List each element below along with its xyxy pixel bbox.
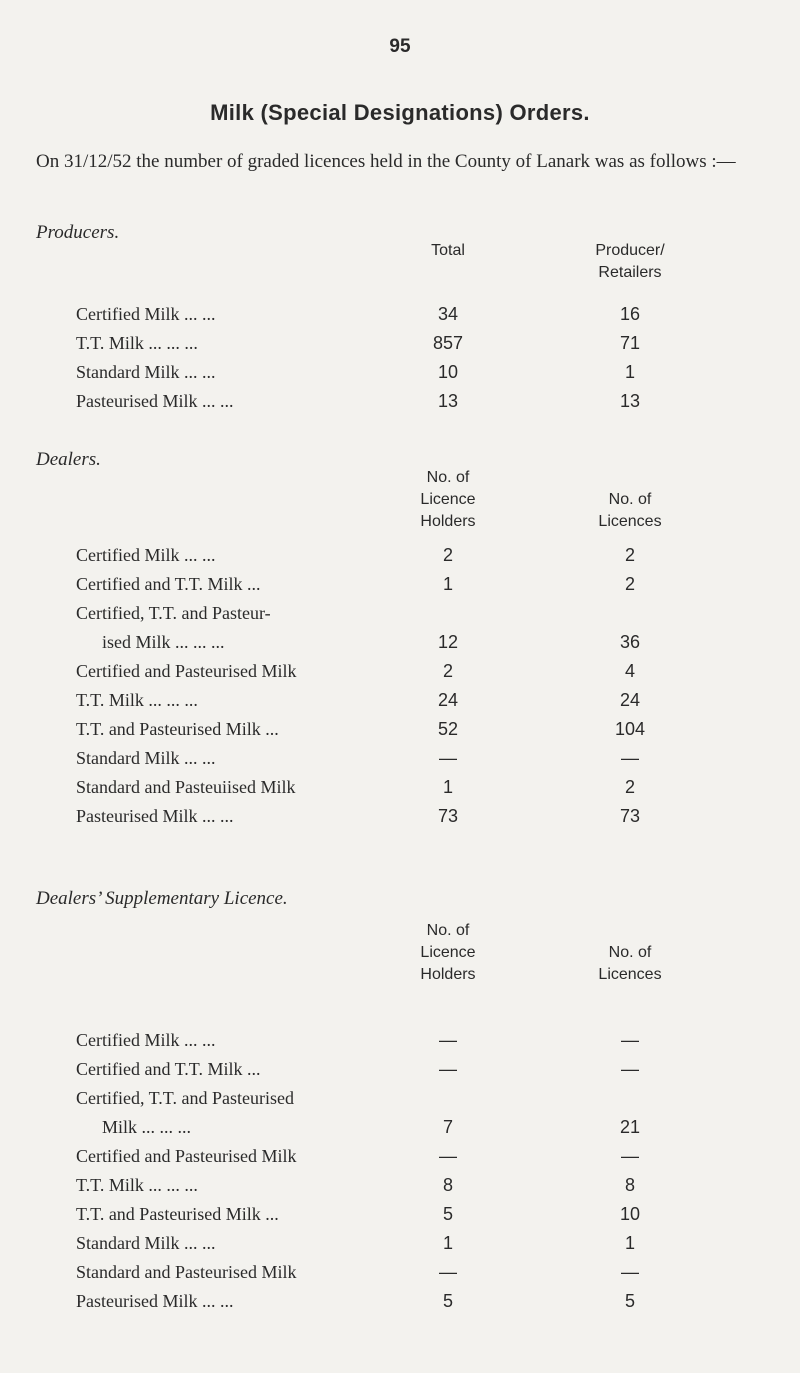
row-value-2: 71: [619, 333, 641, 353]
row-label: Standard Milk ... ...: [76, 748, 216, 768]
table-row: [36, 1030, 764, 1056]
row-label: T.T. and Pasteurised Milk ...: [76, 1204, 279, 1224]
row-value-1: 24: [437, 690, 459, 710]
table-row: [36, 545, 764, 571]
row-label: T.T. and Pasteurised Milk ...: [76, 719, 279, 739]
row-value-2: 5: [624, 1291, 635, 1311]
dealers-section: [36, 449, 764, 826]
row-value-2: 36: [619, 632, 641, 652]
row-value-2: 2: [624, 574, 635, 594]
row-value-1: 34: [437, 304, 459, 324]
row-value-2: 4: [624, 661, 635, 681]
row-value-1: 5: [442, 1291, 453, 1311]
row-value-2: —: [621, 1030, 639, 1050]
supplementary-section: [36, 888, 764, 1338]
row-value-2: 2: [624, 545, 635, 565]
row-value-2: 13: [619, 391, 641, 411]
producers-col-total-header: Total: [431, 242, 465, 259]
table-row: [36, 719, 764, 745]
table-row: [36, 1175, 764, 1201]
row-label: Certified Milk ... ...: [76, 1030, 216, 1050]
row-value-2: 73: [619, 806, 641, 826]
table-row: [36, 806, 764, 832]
row-value-1: 73: [437, 806, 459, 826]
row-value-1: 1: [442, 574, 453, 594]
row-label: ised Milk ... ... ...: [102, 632, 225, 652]
row-value-1: —: [439, 748, 457, 768]
row-value-1: —: [439, 1059, 457, 1079]
page-title: Milk (Special Designations) Orders.: [210, 100, 590, 125]
dealers-col-holders-header: No. of Licence Holders: [420, 469, 476, 530]
table-row: [36, 1146, 764, 1172]
row-value-2: 2: [624, 777, 635, 797]
table-row: [36, 362, 764, 388]
row-label: Certified and Pasteurised Milk: [76, 661, 297, 681]
row-label: Certified and Pasteurised Milk: [76, 1146, 297, 1166]
row-label: T.T. Milk ... ... ...: [76, 690, 198, 710]
table-row: [36, 1117, 764, 1143]
row-value-2: —: [621, 748, 639, 768]
row-value-2: 16: [619, 304, 641, 324]
table-row: [36, 1262, 764, 1288]
row-label: Pasteurised Milk ... ...: [76, 391, 234, 411]
row-value-1: 1: [442, 1233, 453, 1253]
producers-section: [36, 222, 764, 411]
table-row: [36, 632, 764, 658]
producers-heading: Producers.: [36, 222, 120, 243]
row-value-2: 24: [619, 690, 641, 710]
row-value-1: 857: [432, 333, 464, 353]
row-value-1: 2: [442, 545, 453, 565]
row-value-2: 1: [624, 1233, 635, 1253]
row-value-1: 13: [437, 391, 459, 411]
row-value-1: 1: [442, 777, 453, 797]
table-row: [36, 1204, 764, 1230]
row-value-1: —: [439, 1146, 457, 1166]
row-label: Pasteurised Milk ... ...: [76, 1291, 234, 1311]
table-row: [36, 391, 764, 417]
row-label: Standard and Pasteuiised Milk: [76, 777, 296, 797]
row-label: Certified Milk ... ...: [76, 304, 216, 324]
row-label: Certified, T.T. and Pasteurised: [76, 1088, 294, 1108]
row-label: T.T. Milk ... ... ...: [76, 1175, 198, 1195]
supplementary-col-licences-header: No. of Licences: [598, 944, 662, 983]
row-label: Milk ... ... ...: [102, 1117, 192, 1137]
table-row: [36, 574, 764, 600]
row-value-2: 21: [619, 1117, 641, 1137]
table-row: [36, 777, 764, 803]
row-label: Standard and Pasteurised Milk: [76, 1262, 297, 1282]
row-value-1: 8: [442, 1175, 453, 1195]
row-value-1: 12: [437, 632, 459, 652]
row-label: Certified and T.T. Milk ...: [76, 574, 261, 594]
row-label: Standard Milk ... ...: [76, 362, 216, 382]
dealers-heading: Dealers.: [36, 449, 101, 470]
supplementary-heading: Dealers’ Supplementary Licence.: [36, 888, 288, 909]
row-value-2: —: [621, 1146, 639, 1166]
row-value-2: —: [621, 1059, 639, 1079]
row-value-2: 8: [624, 1175, 635, 1195]
row-label: Certified, T.T. and Pasteur-: [76, 603, 271, 623]
page-number: 95: [389, 36, 411, 57]
table-row: [36, 1059, 764, 1085]
row-value-1: 52: [437, 719, 459, 739]
supplementary-col-holders-header: No. of Licence Holders: [420, 922, 476, 983]
row-label: Certified Milk ... ...: [76, 545, 216, 565]
row-label: Standard Milk ... ...: [76, 1233, 216, 1253]
row-value-2: 1: [624, 362, 635, 382]
intro-paragraph: On 31/12/52 the number of graded licences held in the County of Lanark was as follows :—: [36, 151, 736, 172]
table-row: [36, 333, 764, 359]
row-value-1: 10: [437, 362, 459, 382]
table-row: [36, 304, 764, 330]
row-value-2: —: [621, 1262, 639, 1282]
row-value-1: 5: [442, 1204, 453, 1224]
row-value-1: 7: [442, 1117, 453, 1137]
row-value-2: 10: [619, 1204, 641, 1224]
dealers-col-licences-header: No. of Licences: [598, 491, 662, 530]
row-value-1: 2: [442, 661, 453, 681]
table-row: [36, 748, 764, 774]
table-row: [36, 1291, 764, 1317]
producers-col-retailers-header: Producer/ Retailers: [595, 242, 665, 281]
table-row: [36, 1233, 764, 1259]
table-row: [36, 603, 764, 629]
table-row: [36, 661, 764, 687]
row-value-1: —: [439, 1030, 457, 1050]
row-value-2: 104: [614, 719, 646, 739]
row-label: Pasteurised Milk ... ...: [76, 806, 234, 826]
row-label: T.T. Milk ... ... ...: [76, 333, 198, 353]
table-row: [36, 690, 764, 716]
row-value-1: —: [439, 1262, 457, 1282]
table-row: [36, 1088, 764, 1114]
row-label: Certified and T.T. Milk ...: [76, 1059, 261, 1079]
